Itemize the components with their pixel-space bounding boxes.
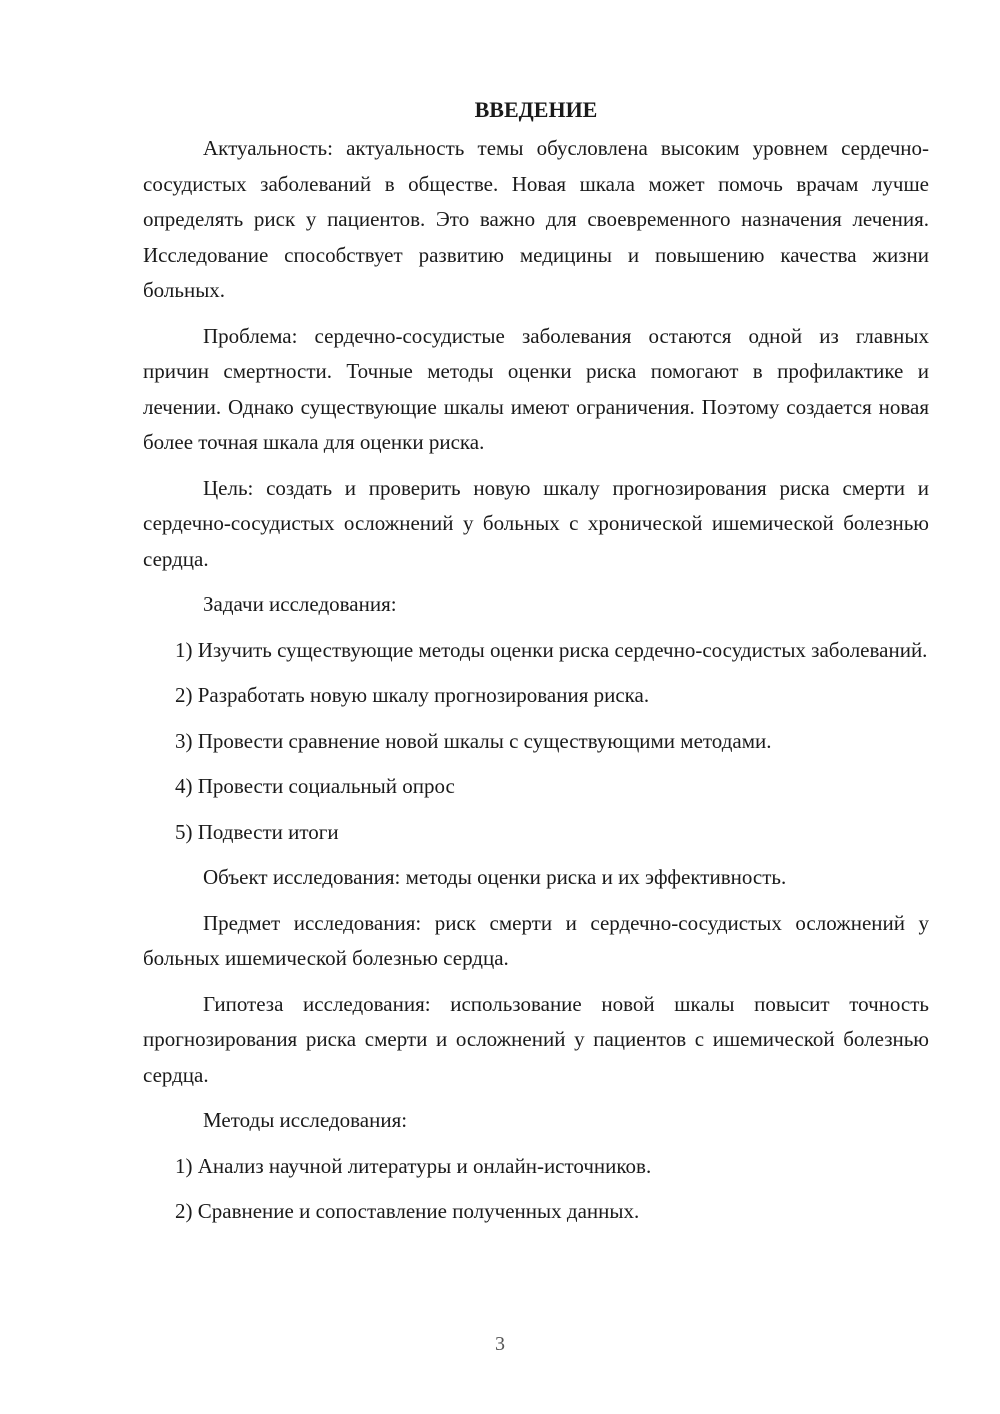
tasks-heading: Задачи исследования:: [203, 592, 397, 616]
list-item: 4) Провести социальный опрос: [175, 774, 455, 798]
list-item: 2) Сравнение и сопоставление полученных данных.: [175, 1199, 640, 1223]
document-page: [143, 92, 929, 1230]
page-title: ВВЕДЕНИЕ: [474, 97, 598, 122]
list-item: 3) Провести сравнение новой шкалы с существующими методами.: [175, 728, 772, 753]
methods-heading: Методы исследования:: [203, 1108, 408, 1132]
paragraph-problem: Проблема: сердечно-сосудистые заболевания остаются одной из главных причин смертности. Точные методы оценки риска помогают в профилактике и лечении. Однако существующие шкалы имеют ограничения. Поэтому создается новая более точная шкала для оценки риска.: [143, 323, 929, 454]
paragraph-object: Объект исследования: методы оценки риска и их эффективность.: [203, 865, 787, 889]
list-item: 1) Изучить существующие методы оценки риска сердечно-сосудистых заболеваний.: [175, 637, 928, 662]
paragraph-subject: Предмет исследования: риск смерти и сердечно-сосудистых осложнений у больных ишемической болезнью сердца.: [143, 910, 929, 970]
list-item: 1) Анализ научной литературы и онлайн-источников.: [175, 1153, 652, 1178]
paragraph-goal: Цель: создать и проверить новую шкалу прогнозирования риска смерти и сердечно-сосудистых осложнений у больных с хронической ишемической болезнью сердца.: [143, 475, 929, 571]
list-item: 5) Подвести итоги: [175, 819, 339, 844]
paragraph-relevance: Актуальность: актуальность темы обусловлена высоким уровнем сердечно-сосудистых заболеваний в обществе. Новая шкала может помочь врачам лучше определять риск у пациентов. Это важно для своевременного назначения лечения. Исследование способствует развитию медицины и повышению качества жизни больных.: [143, 136, 929, 302]
paragraph-hypothesis: Гипотеза исследования: использование новой шкалы повысит точность прогнозирования риска смерти и осложнений у пациентов с ишемической болезнью сердца.: [143, 991, 929, 1087]
list-item: 2) Разработать новую шкалу прогнозирования риска.: [175, 683, 650, 707]
page-number: 3: [495, 1333, 505, 1355]
